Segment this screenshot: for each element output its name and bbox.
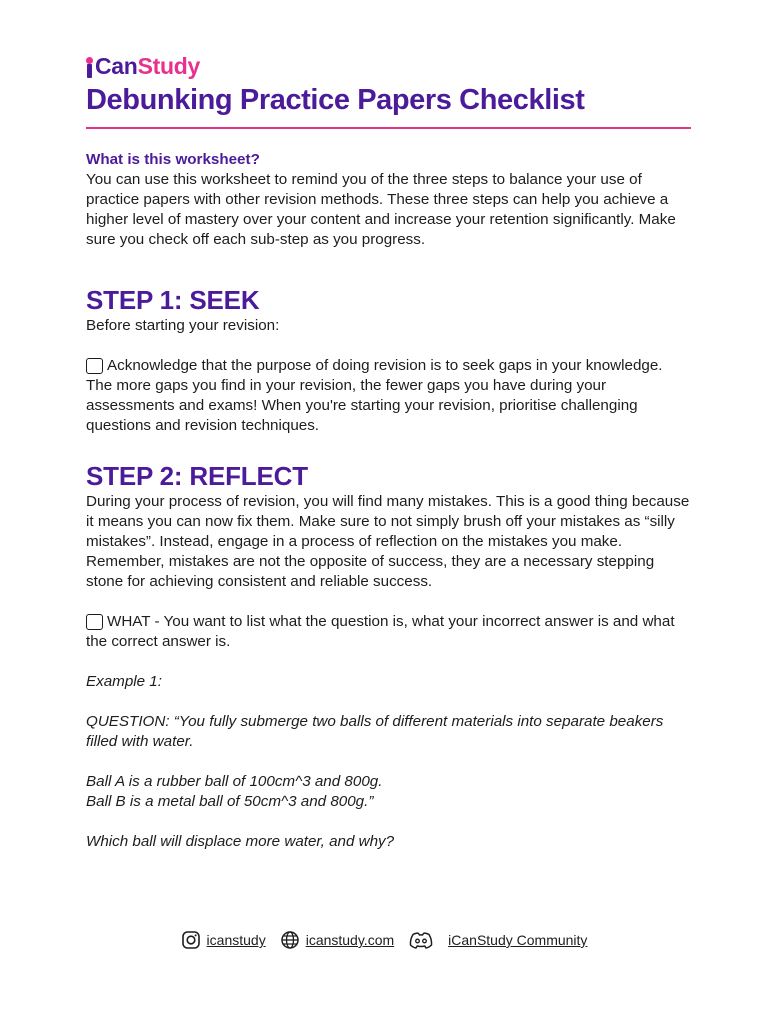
step2-checklist-item: WHAT - You want to list what the question is, what your incorrect answer is and what the correct answer is.	[86, 613, 675, 650]
logo-i-mark	[86, 57, 94, 78]
intro-heading: What is this worksheet?	[86, 151, 260, 168]
discord-link[interactable]: iCanStudy Community	[448, 932, 588, 948]
document-title: Debunking Practice Papers Checklist	[86, 84, 585, 116]
logo-wordmark: CanStudy	[95, 53, 200, 79]
footer-discord	[408, 930, 587, 950]
discord-icon	[408, 930, 434, 950]
globe-icon	[280, 930, 300, 950]
step1-checklist-item: Acknowledge that the purpose of doing revision is to seek gaps in your knowledge. The more gaps you find in your revision, the fewer gaps you have during your assessments and exams! When you're starting your revision, prioritise challenging questions and revision techniques.	[86, 357, 663, 434]
title-divider	[86, 127, 691, 129]
intro-body: You can use this worksheet to remind you of the three steps to balance your use of practice papers with other revision methods. These three steps can help you achieve a higher level of mastery over your content and increase your retention significantly. Make sure you check off each sub-step as you progress.	[86, 171, 676, 248]
step1-lead: Before starting your revision:	[86, 317, 280, 334]
step2-heading: STEP 2: REFLECT	[86, 461, 308, 491]
instagram-icon	[181, 930, 201, 950]
footer	[0, 930, 768, 950]
step2-lead: During your process of revision, you will find many mistakes. This is a good thing because it means you can now fix them. Make sure to not simply brush off your mistakes as “silly mistakes”. Instead, engage in a process of reflection on the mistakes you make. Remember, mistakes are not the opposite of success, they are a necessary stepping stone for achieving consistent and reliable success.	[86, 493, 690, 590]
example-prompt: Which ball will displace more water, and why?	[86, 833, 395, 850]
step1-checkbox[interactable]	[86, 358, 103, 374]
step1-heading: STEP 1: SEEK	[86, 285, 260, 315]
website-link[interactable]: icanstudy.com	[305, 932, 395, 948]
footer-instagram	[181, 930, 266, 950]
example-ball-b: Ball B is a metal ball of 50cm^3 and 800g.”	[86, 793, 374, 810]
document-body	[86, 150, 692, 852]
brand-logo	[86, 46, 200, 78]
footer-website	[280, 930, 394, 950]
example-question: QUESTION: “You fully submerge two balls of different materials into separate beakers filled with water.	[86, 713, 664, 750]
example-label: Example 1:	[86, 673, 162, 690]
step2-checkbox[interactable]	[86, 614, 103, 630]
example-ball-a: Ball A is a rubber ball of 100cm^3 and 800g.	[86, 773, 383, 790]
instagram-link[interactable]: icanstudy	[206, 932, 266, 948]
